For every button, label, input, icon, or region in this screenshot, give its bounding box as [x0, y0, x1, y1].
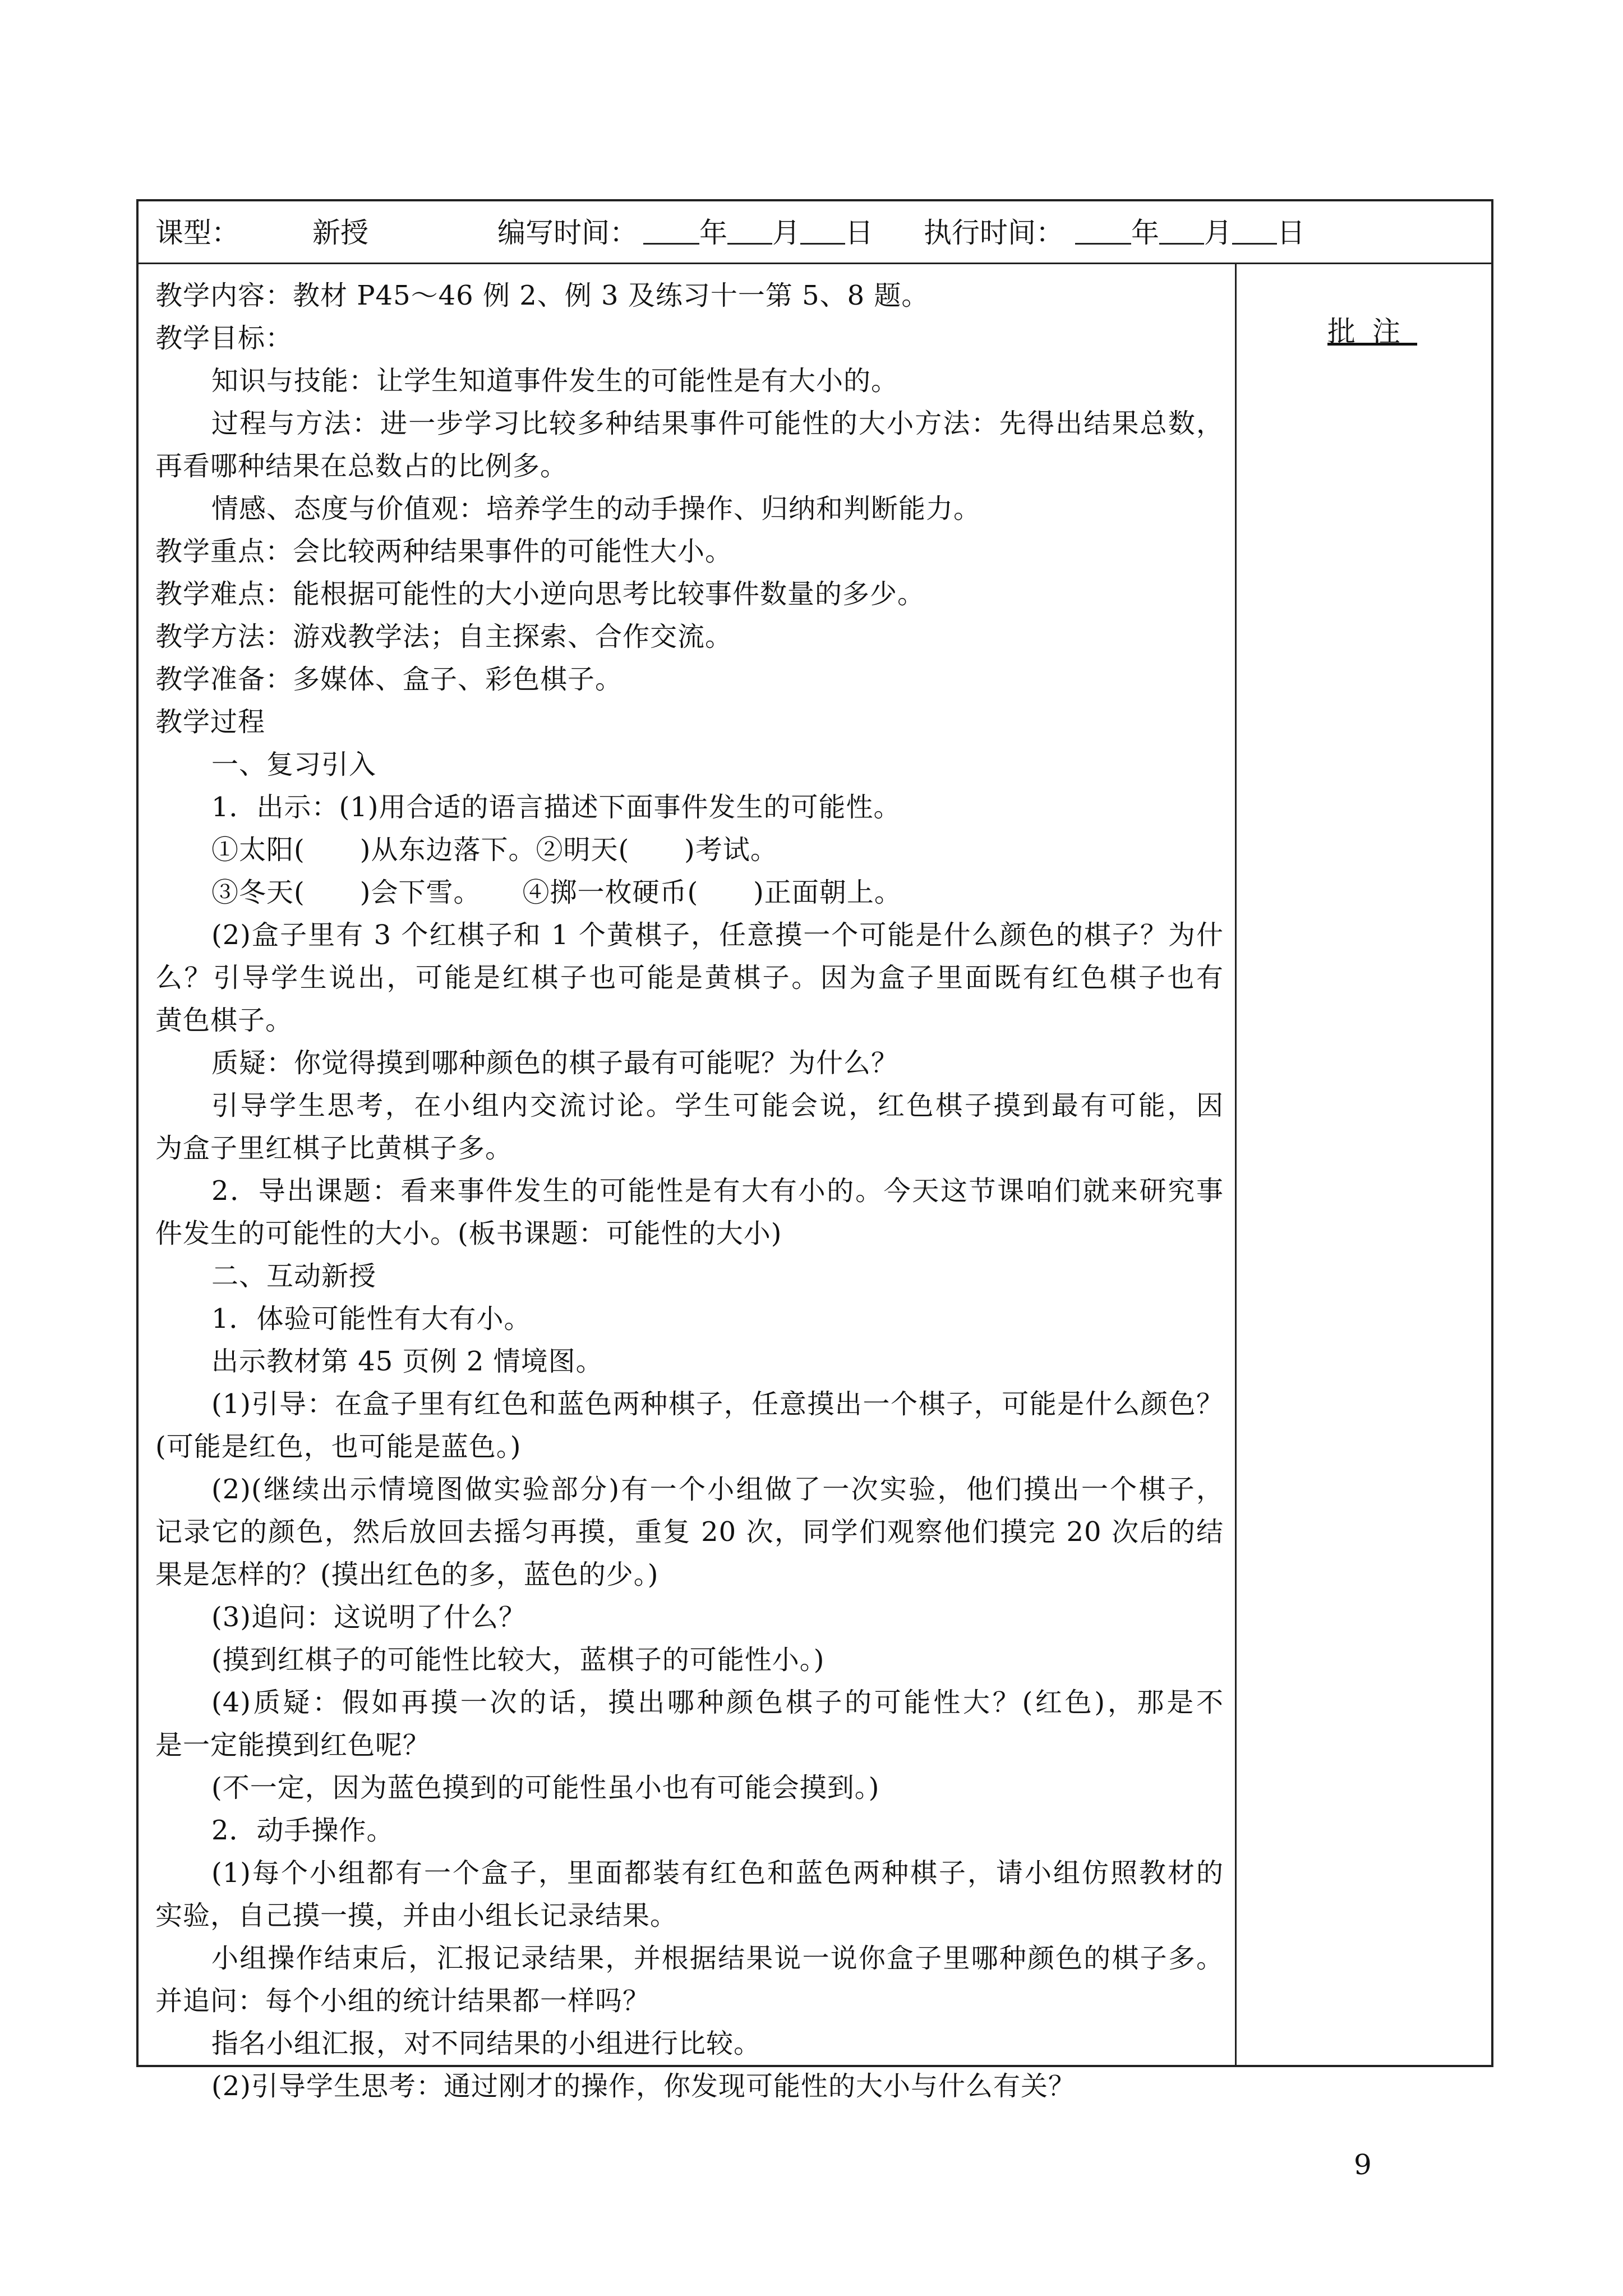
content-line: 情感、态度与价值观：培养学生的动手操作、归纳和判断能力。	[211, 493, 981, 524]
content-line: 质疑：你觉得摸到哪种颜色的棋子最有可能呢？为什么？	[211, 1047, 899, 1079]
content-line: 教学内容：教材 P45～46 例 2、例 3 及练习十一第 5、8 题。	[155, 280, 929, 311]
page-number: 9	[1354, 2148, 1372, 2181]
content-line: 教学重点：会比较两种结果事件的可能性大小。	[155, 536, 733, 567]
write-day-label: 日	[845, 217, 873, 249]
content-line: (3)追问：这说明了什么？	[211, 1602, 526, 1633]
content-line: 黄色棋子。	[155, 1005, 293, 1036]
content-line: 小组操作结束后，汇报记录结果，并根据结果说一说你盒子里哪种颜色的棋子多。	[211, 1943, 1224, 1974]
content-line: 教学目标：	[155, 323, 293, 354]
content-lines	[155, 274, 1224, 2108]
content-line: 过程与方法：进一步学习比较多种结果事件可能性的大小方法：先得出结果总数，	[211, 408, 1224, 439]
content-line: 引导学生思考，在小组内交流讨论。学生可能会说，红色棋子摸到最有可能，因	[211, 1090, 1224, 1121]
content-line: 是一定能摸到红色呢？	[155, 1729, 431, 1761]
content-line: 1．出示：(1)用合适的语言描述下面事件发生的可能性。	[211, 792, 901, 823]
content-line: 出示教材第 45 页例 2 情境图。	[211, 1346, 603, 1377]
content-line: 件发生的可能性的大小。(板书课题：可能性的大小)	[155, 1218, 782, 1249]
content-line: (2)(继续出示情境图做实验部分)有一个小组做了一次实验，他们摸出一个棋子，	[211, 1474, 1224, 1505]
content-line: 再看哪种结果在总数占的比例多。	[155, 450, 568, 482]
header-row	[139, 201, 1491, 264]
content-line: 并追问：每个小组的统计结果都一样吗？	[155, 1985, 651, 2017]
content-line: (可能是红色，也可能是蓝色。)	[155, 1431, 522, 1462]
content-line: 教学准备：多媒体、盒子、彩色棋子。	[155, 664, 623, 695]
exec-time-field	[1075, 201, 1305, 264]
content-line: ③冬天( )会下雪。 ④掷一枚硬币( )正面朝上。	[211, 877, 902, 908]
content-line: (1)每个小组都有一个盒子，里面都装有红色和蓝色两种棋子，请小组仿照教材的	[211, 1857, 1224, 1889]
write-time-field	[643, 201, 873, 264]
lesson-plan-table	[136, 199, 1493, 2102]
content-line: (摸到红棋子的可能性比较大，蓝棋子的可能性小。)	[211, 1644, 825, 1676]
content-line: 记录它的颜色，然后放回去摇匀再摸，重复 20 次，同学们观察他们摸完 20 次后的结	[155, 1516, 1224, 1548]
exec-year-label: 年	[1131, 217, 1159, 249]
content-line: 1．体验可能性有大有小。	[211, 1303, 532, 1335]
content-line: (2)引导学生思考：通过刚才的操作，你发现可能性的大小与什么有关？	[211, 2070, 1076, 2102]
course-type-value: 新授	[312, 217, 368, 249]
content-line: (4)质疑：假如再摸一次的话，摸出哪种颜色棋子的可能性大？(红色)，那是不	[211, 1687, 1224, 1718]
write-year-label: 年	[699, 217, 727, 249]
content-line: 为盒子里红棋子比黄棋子多。	[155, 1133, 513, 1164]
content-line: 教学过程	[155, 706, 266, 738]
content-line: 2．导出课题：看来事件发生的可能性是有大有小的。今天这节课咱们就来研究事	[211, 1175, 1224, 1207]
content-line: 实验，自己摸一摸，并由小组长记录结果。	[155, 1900, 678, 1931]
course-type-label: 课型：	[155, 217, 239, 249]
exec-month-label: 月	[1204, 217, 1232, 249]
content-line: 教学难点：能根据可能性的大小逆向思考比较事件数量的多少。	[155, 578, 925, 610]
write-time-label: 编写时间：	[497, 217, 638, 249]
content-line: (1)引导：在盒子里有红色和蓝色两种棋子，任意摸出一个棋子，可能是什么颜色？	[211, 1388, 1224, 1420]
content-line: 教学方法：游戏教学法；自主探索、合作交流。	[155, 621, 733, 652]
content-line: 2．动手操作。	[211, 1815, 394, 1846]
content-line: (2)盒子里有 3 个红棋子和 1 个黄棋子，任意摸一个可能是什么颜色的棋子？为什	[211, 919, 1224, 951]
notes-title: 批注	[1327, 315, 1417, 348]
content-line: 知识与技能：让学生知道事件发生的可能性是有大小的。	[211, 365, 899, 397]
content-line: 果是怎样的？(摸出红色的多，蓝色的少。)	[155, 1559, 659, 1590]
exec-time-label: 执行时间：	[924, 217, 1064, 249]
content-line: 一、复习引入	[211, 749, 377, 780]
content-line: ①太阳( )从东边落下。②明天( )考试。	[211, 834, 778, 866]
content-cell	[139, 264, 1237, 2102]
exec-day-label: 日	[1277, 217, 1305, 249]
content-line: 么？引导学生说出，可能是红棋子也可能是黄棋子。因为盒子里面既有红色棋子也有	[155, 962, 1224, 993]
content-line: (不一定，因为蓝色摸到的可能性虽小也有可能会摸到。)	[211, 1772, 880, 1803]
content-line: 指名小组汇报，对不同结果的小组进行比较。	[211, 2028, 762, 2059]
notes-cell	[1237, 264, 1491, 2065]
write-month-label: 月	[772, 217, 800, 249]
content-line: 二、互动新授	[211, 1260, 377, 1292]
